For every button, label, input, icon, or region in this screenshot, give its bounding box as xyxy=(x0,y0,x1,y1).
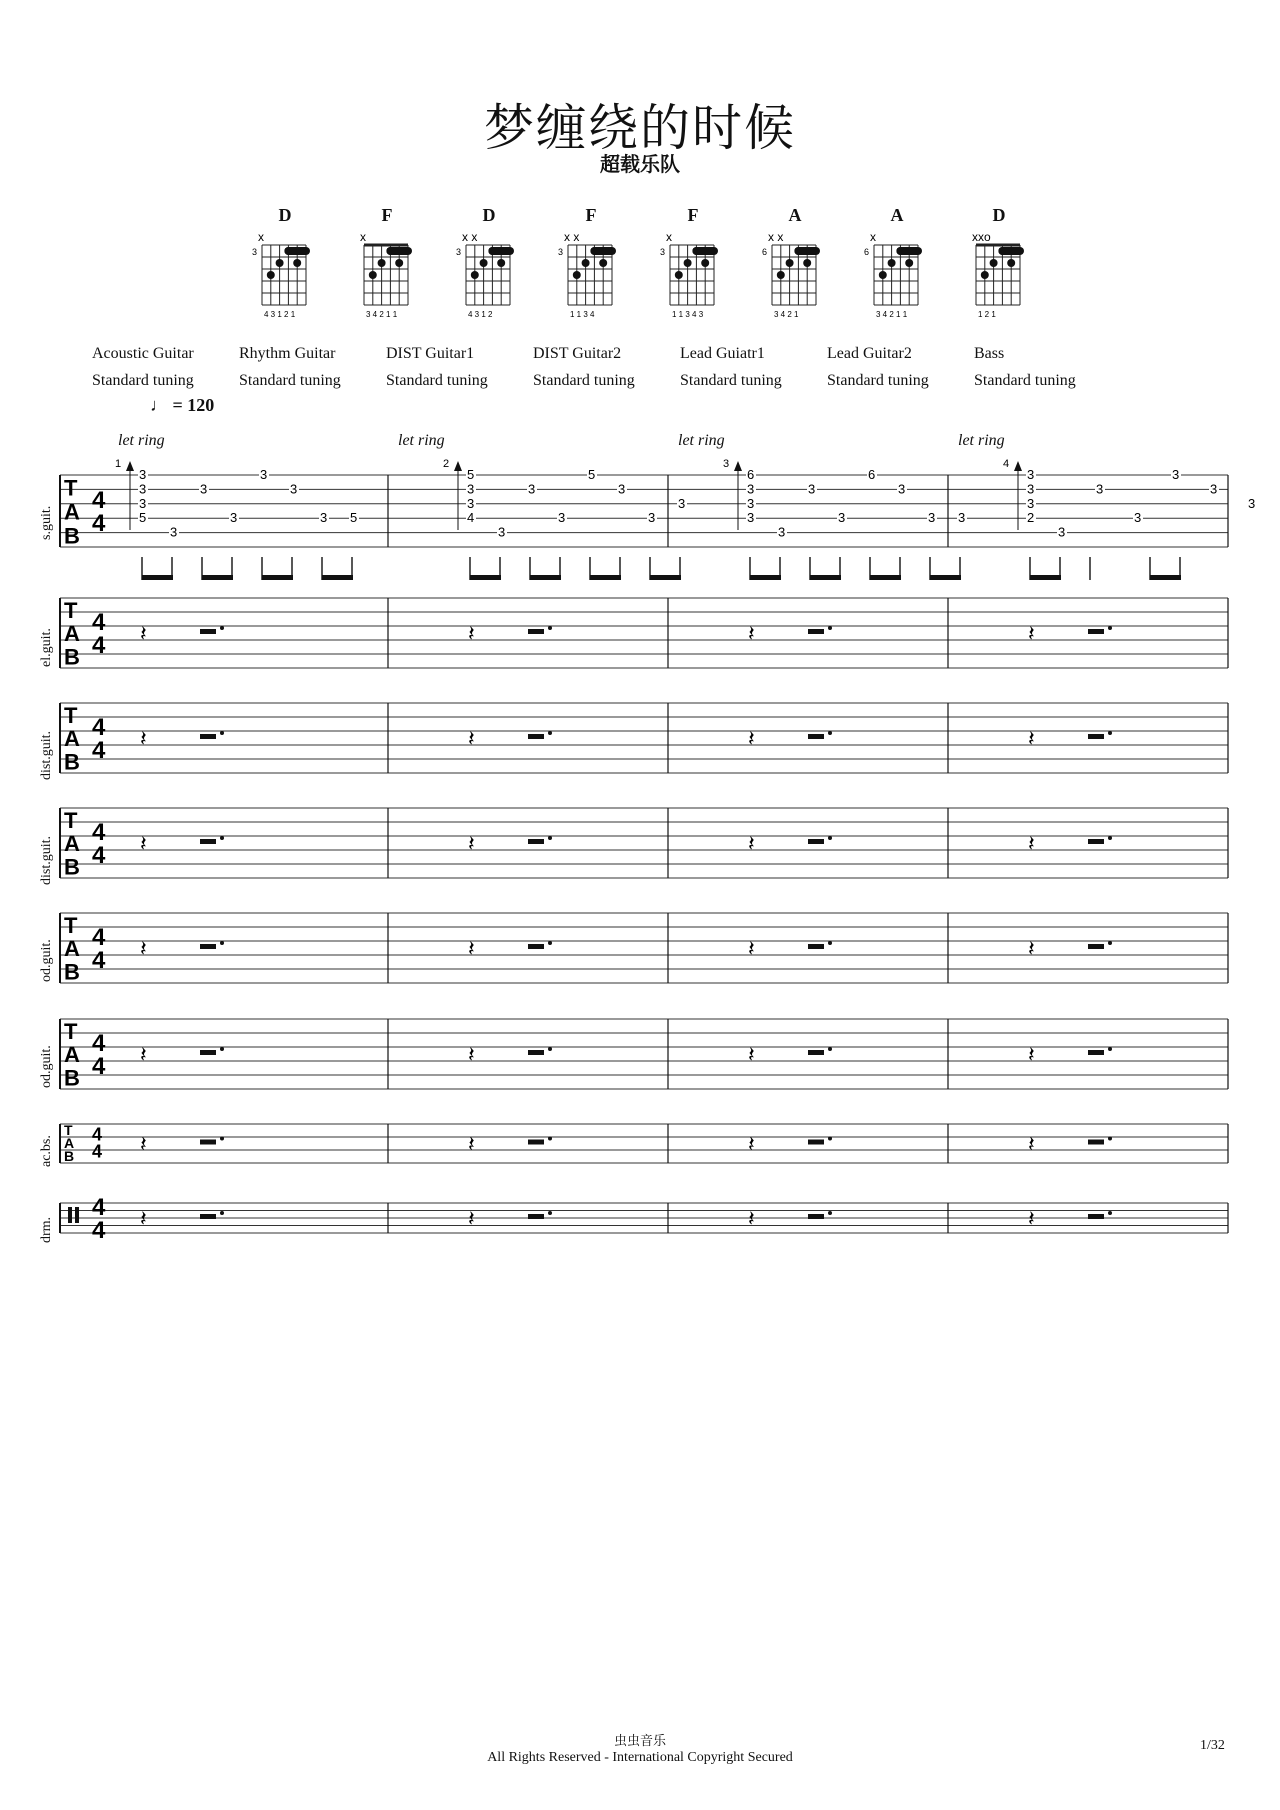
rest-dot xyxy=(548,1137,552,1141)
tab-fret-number: 3 xyxy=(747,495,755,511)
half-rest xyxy=(200,734,216,739)
tab-fret-number: 3 xyxy=(1058,524,1066,540)
rest-dot xyxy=(548,731,552,735)
finger-numbers: 3 4 2 1 xyxy=(774,310,799,319)
fret-number: 3 xyxy=(252,247,258,257)
rest-dot xyxy=(828,1047,832,1051)
tab-fret-number: 6 xyxy=(868,467,876,482)
tab-fret-number: 3 xyxy=(928,510,936,526)
rest-dot xyxy=(828,731,832,735)
quarter-rest: 𝄽 xyxy=(1028,936,1035,961)
tab-fret-number: 3 xyxy=(808,481,816,497)
track-name: Rhythm Guitar xyxy=(239,345,336,362)
tab-fret-number: 3 xyxy=(1210,481,1218,497)
rest-dot xyxy=(220,1047,224,1051)
track-tuning: Standard tuning xyxy=(680,372,782,389)
rest-dot xyxy=(828,626,832,630)
beam xyxy=(530,575,561,580)
chord-name: A xyxy=(788,205,802,225)
tab-fret-number: 3 xyxy=(139,481,147,497)
staff-label: s.guit. xyxy=(39,505,54,540)
quarter-rest: 𝄽 xyxy=(468,621,475,646)
tab-fret-number: 3 xyxy=(838,510,846,526)
measure-number: 2 xyxy=(443,458,450,470)
track-name: Bass xyxy=(974,345,1005,362)
half-rest xyxy=(808,944,824,949)
track-name: Lead Guitar2 xyxy=(827,345,912,362)
quarter-rest: 𝄽 xyxy=(140,1131,147,1157)
rest-dot xyxy=(220,626,224,630)
tab-clef-letter: B xyxy=(64,749,80,775)
tab-fret-number: 5 xyxy=(350,510,358,526)
time-signature-bottom: 4 xyxy=(92,632,106,659)
half-rest xyxy=(808,1214,824,1219)
tab-clef-letter: A xyxy=(64,726,80,752)
time-signature-top: 4 xyxy=(92,609,106,636)
half-rest xyxy=(1088,1050,1104,1055)
fret-number: 3 xyxy=(558,247,564,257)
let-ring-label: let ring xyxy=(398,432,445,449)
rest-dot xyxy=(548,1047,552,1051)
string-marks: x x xyxy=(768,230,784,244)
rest-dot xyxy=(1108,1211,1112,1215)
tab-clef-letter: A xyxy=(64,1042,80,1068)
rest-dot xyxy=(1108,1047,1112,1051)
fret-number: 3 xyxy=(456,247,462,257)
measure-number: 1 xyxy=(115,458,122,470)
rest-dot xyxy=(828,941,832,945)
tab-clef-letter: B xyxy=(64,644,80,670)
time-signature-top: 4 xyxy=(92,487,106,514)
tab-fret-number: 3 xyxy=(898,481,906,497)
tab-clef-letter: B xyxy=(64,523,80,549)
quarter-rest: 𝄽 xyxy=(140,1042,147,1067)
tab-clef-letter: T xyxy=(64,1122,73,1139)
footer-company: 虫虫音乐 xyxy=(613,1733,666,1748)
arpeggio-arrow xyxy=(1014,461,1022,471)
drum-clef xyxy=(75,1207,79,1223)
chord-name: A xyxy=(890,205,904,225)
beam xyxy=(750,575,781,580)
rest-dot xyxy=(220,836,224,840)
rest-dot xyxy=(1108,941,1112,945)
beam xyxy=(470,575,501,580)
half-rest xyxy=(200,839,216,844)
tab-fret-number: 3 xyxy=(747,481,755,497)
rest-dot xyxy=(828,836,832,840)
tab-fret-number: 3 xyxy=(200,481,208,497)
half-rest xyxy=(528,1214,544,1219)
time-signature-top: 4 xyxy=(92,1194,106,1221)
tab-clef-letter: A xyxy=(64,831,80,857)
rest-dot xyxy=(220,1211,224,1215)
quarter-rest: 𝄽 xyxy=(468,1206,475,1231)
string-marks: x xyxy=(258,230,264,244)
tab-fret-number: 3 xyxy=(139,467,147,482)
tab-fret-number: 3 xyxy=(467,481,475,497)
chord-name: F xyxy=(585,205,597,225)
rest-dot xyxy=(1108,836,1112,840)
tab-fret-number: 3 xyxy=(1172,467,1180,482)
time-signature-bottom: 4 xyxy=(92,1053,106,1080)
half-rest xyxy=(808,734,824,739)
tab-clef-letter: A xyxy=(64,936,80,962)
half-rest xyxy=(200,1214,216,1219)
rest-dot xyxy=(828,1211,832,1215)
half-rest xyxy=(808,839,824,844)
let-ring-label: let ring xyxy=(678,432,725,449)
rest-dot xyxy=(548,941,552,945)
fret-number: 3 xyxy=(660,247,666,257)
tab-fret-number: 3 xyxy=(467,495,475,511)
time-signature-bottom: 4 xyxy=(92,1217,106,1244)
half-rest xyxy=(200,629,216,634)
half-rest xyxy=(528,629,544,634)
tab-fret-number: 3 xyxy=(747,510,755,526)
rest-dot xyxy=(220,1137,224,1141)
half-rest xyxy=(1088,629,1104,634)
arpeggio-arrow xyxy=(126,461,134,471)
quarter-rest: 𝄽 xyxy=(748,936,755,961)
finger-numbers: 4 3 1 2 1 xyxy=(264,310,296,319)
half-rest xyxy=(1088,944,1104,949)
tab-fret-number: 3 xyxy=(1027,467,1035,482)
half-rest xyxy=(200,1050,216,1055)
beam xyxy=(810,575,841,580)
tab-clef-letter: A xyxy=(64,621,80,647)
track-tuning: Standard tuning xyxy=(827,372,929,389)
time-signature-bottom: 4 xyxy=(92,947,106,974)
half-rest xyxy=(528,1050,544,1055)
quarter-rest: 𝄽 xyxy=(748,831,755,856)
half-rest xyxy=(528,1140,544,1145)
tab-fret-number: 3 xyxy=(778,524,786,540)
tab-fret-number: 3 xyxy=(528,481,536,497)
time-signature-bottom: 4 xyxy=(92,510,106,537)
let-ring-label: let ring xyxy=(118,432,165,449)
beam xyxy=(1150,575,1181,580)
half-rest xyxy=(200,944,216,949)
half-rest xyxy=(1088,1214,1104,1219)
tempo-value: = 120 xyxy=(172,395,215,415)
quarter-rest: 𝄽 xyxy=(748,1042,755,1067)
tab-fret-number: 3 xyxy=(498,524,506,540)
time-signature-bottom: 4 xyxy=(92,737,106,764)
rest-dot xyxy=(548,626,552,630)
track-tuning: Standard tuning xyxy=(386,372,488,389)
quarter-rest: 𝄽 xyxy=(140,621,147,646)
time-signature-top: 4 xyxy=(92,819,106,846)
quarter-rest: 𝄽 xyxy=(468,831,475,856)
string-marks: x x xyxy=(564,230,580,244)
quarter-rest: 𝄽 xyxy=(1028,1206,1035,1231)
tab-fret-number: 3 xyxy=(1096,481,1104,497)
finger-numbers: 3 4 2 1 1 xyxy=(366,310,398,319)
rest-dot xyxy=(1108,1137,1112,1141)
quarter-rest: 𝄽 xyxy=(140,1206,147,1231)
tab-clef-letter: T xyxy=(64,475,78,501)
half-rest xyxy=(1088,734,1104,739)
tab-fret-number: 4 xyxy=(467,510,475,526)
beam xyxy=(590,575,621,580)
staff-label: od.guit. xyxy=(39,1045,54,1088)
beam xyxy=(1030,575,1061,580)
fret-number: 6 xyxy=(864,247,870,257)
half-rest xyxy=(1088,839,1104,844)
time-signature-top: 4 xyxy=(92,714,106,741)
chord-name: D xyxy=(482,205,496,225)
quarter-note-icon: ♩ xyxy=(150,395,168,415)
rest-dot xyxy=(828,1137,832,1141)
tab-clef-letter: B xyxy=(64,1065,80,1091)
quarter-rest: 𝄽 xyxy=(468,1131,475,1157)
track-tuning: Standard tuning xyxy=(974,372,1076,389)
tab-fret-number: 3 xyxy=(139,495,147,511)
tab-fret-number: 5 xyxy=(139,510,147,526)
rest-dot xyxy=(548,1211,552,1215)
staff-label: dist.guit. xyxy=(39,835,54,885)
song-title: 梦缠绕的时候 xyxy=(484,99,796,157)
beam xyxy=(650,575,681,580)
quarter-rest: 𝄽 xyxy=(1028,726,1035,751)
tab-fret-number: 3 xyxy=(230,510,238,526)
tab-fret-number: 3 xyxy=(170,524,178,540)
string-marks: x xyxy=(360,230,366,244)
artist-name: 超载乐队 xyxy=(600,152,680,176)
finger-numbers: 1 2 1 xyxy=(978,310,996,319)
finger-numbers: 1 1 3 4 3 xyxy=(672,310,704,319)
tab-fret-number: 3 xyxy=(1248,495,1256,511)
tab-clef-letter: T xyxy=(64,912,78,938)
tab-fret-number: 5 xyxy=(467,467,475,482)
time-signature-top: 4 xyxy=(92,924,106,951)
finger-numbers: 1 1 3 4 xyxy=(570,310,595,319)
track-name: Acoustic Guitar xyxy=(92,345,194,362)
tab-clef-letter: T xyxy=(64,1018,78,1044)
beam xyxy=(322,575,353,580)
tab-clef-letter: B xyxy=(64,1148,75,1165)
tab-fret-number: 2 xyxy=(1027,510,1035,526)
time-signature-top: 4 xyxy=(92,1124,103,1145)
let-ring-label: let ring xyxy=(958,432,1005,449)
quarter-rest: 𝄽 xyxy=(1028,831,1035,856)
track-tuning: Standard tuning xyxy=(533,372,635,389)
tab-clef-letter: B xyxy=(64,854,80,880)
tab-fret-number: 3 xyxy=(290,481,298,497)
half-rest xyxy=(1088,1140,1104,1145)
chord-name: F xyxy=(381,205,393,225)
half-rest xyxy=(808,629,824,634)
tab-clef-letter: T xyxy=(64,702,78,728)
tab-fret-number: 3 xyxy=(1027,481,1035,497)
tab-clef-letter: T xyxy=(64,597,78,623)
tab-clef-letter: B xyxy=(64,959,80,985)
quarter-rest: 𝄽 xyxy=(1028,1042,1035,1067)
track-tuning: Standard tuning xyxy=(239,372,341,389)
rest-dot xyxy=(1108,731,1112,735)
time-signature-bottom: 4 xyxy=(92,842,106,869)
quarter-rest: 𝄽 xyxy=(1028,621,1035,646)
tab-fret-number: 3 xyxy=(558,510,566,526)
chord-name: D xyxy=(992,205,1006,225)
rest-dot xyxy=(220,941,224,945)
string-marks: x xyxy=(666,230,672,244)
beam xyxy=(202,575,233,580)
page-number: 1/32 xyxy=(1200,1738,1225,1753)
measure-number: 4 xyxy=(1003,458,1010,470)
arpeggio-arrow xyxy=(454,461,462,471)
half-rest xyxy=(200,1140,216,1145)
time-signature-top: 4 xyxy=(92,1030,106,1057)
staff-label: dist.guit. xyxy=(39,730,54,780)
track-name: Lead Guiatr1 xyxy=(680,345,765,362)
tab-fret-number: 3 xyxy=(260,467,268,482)
quarter-rest: 𝄽 xyxy=(1028,1131,1035,1157)
half-rest xyxy=(808,1140,824,1145)
fret-number: 6 xyxy=(762,247,768,257)
track-tuning: Standard tuning xyxy=(92,372,194,389)
rest-dot xyxy=(548,836,552,840)
beam xyxy=(870,575,901,580)
tab-fret-number: 3 xyxy=(648,510,656,526)
quarter-rest: 𝄽 xyxy=(140,936,147,961)
tab-fret-number: 3 xyxy=(618,481,626,497)
tab-clef-letter: T xyxy=(64,807,78,833)
tab-fret-number: 3 xyxy=(958,510,966,526)
tab-fret-number: 3 xyxy=(1027,495,1035,511)
quarter-rest: 𝄽 xyxy=(748,726,755,751)
string-marks: x x xyxy=(462,230,478,244)
staff-label: ac.bs. xyxy=(39,1135,54,1167)
string-marks: x xyxy=(870,230,876,244)
finger-numbers: 4 3 1 2 xyxy=(468,310,493,319)
time-signature-bottom: 4 xyxy=(92,1141,103,1162)
arpeggio-arrow xyxy=(734,461,742,471)
track-name: DIST Guitar2 xyxy=(533,345,622,362)
measure-number: 3 xyxy=(723,458,730,470)
half-rest xyxy=(528,839,544,844)
quarter-rest: 𝄽 xyxy=(468,936,475,961)
tab-fret-number: 6 xyxy=(747,467,755,482)
string-marks: xxo xyxy=(972,230,991,244)
finger-numbers: 3 4 2 1 1 xyxy=(876,310,908,319)
rest-dot xyxy=(220,731,224,735)
beam xyxy=(930,575,961,580)
quarter-rest: 𝄽 xyxy=(140,831,147,856)
staff-label: drm. xyxy=(39,1216,54,1243)
staff-label: od.guit. xyxy=(39,939,54,982)
drum-clef xyxy=(68,1207,72,1223)
tab-fret-number: 3 xyxy=(1134,510,1142,526)
quarter-rest: 𝄽 xyxy=(140,726,147,751)
half-rest xyxy=(808,1050,824,1055)
tab-clef-letter: A xyxy=(64,499,80,525)
half-rest xyxy=(528,734,544,739)
quarter-rest: 𝄽 xyxy=(468,1042,475,1067)
tab-fret-number: 5 xyxy=(588,467,596,482)
chord-name: D xyxy=(278,205,292,225)
half-rest xyxy=(528,944,544,949)
quarter-rest: 𝄽 xyxy=(468,726,475,751)
chord-name: F xyxy=(687,205,699,225)
tab-fret-number: 3 xyxy=(678,495,686,511)
quarter-rest: 𝄽 xyxy=(748,1131,755,1157)
tab-clef-letter: A xyxy=(64,1135,75,1152)
staff-label: el.guit. xyxy=(39,628,54,667)
track-name: DIST Guitar1 xyxy=(386,345,475,362)
footer-rights: All Rights Reserved - International Copyright Secured xyxy=(487,1750,793,1765)
beam xyxy=(262,575,293,580)
quarter-rest: 𝄽 xyxy=(748,621,755,646)
rest-dot xyxy=(1108,626,1112,630)
beam xyxy=(142,575,173,580)
tab-fret-number: 3 xyxy=(320,510,328,526)
quarter-rest: 𝄽 xyxy=(748,1206,755,1231)
